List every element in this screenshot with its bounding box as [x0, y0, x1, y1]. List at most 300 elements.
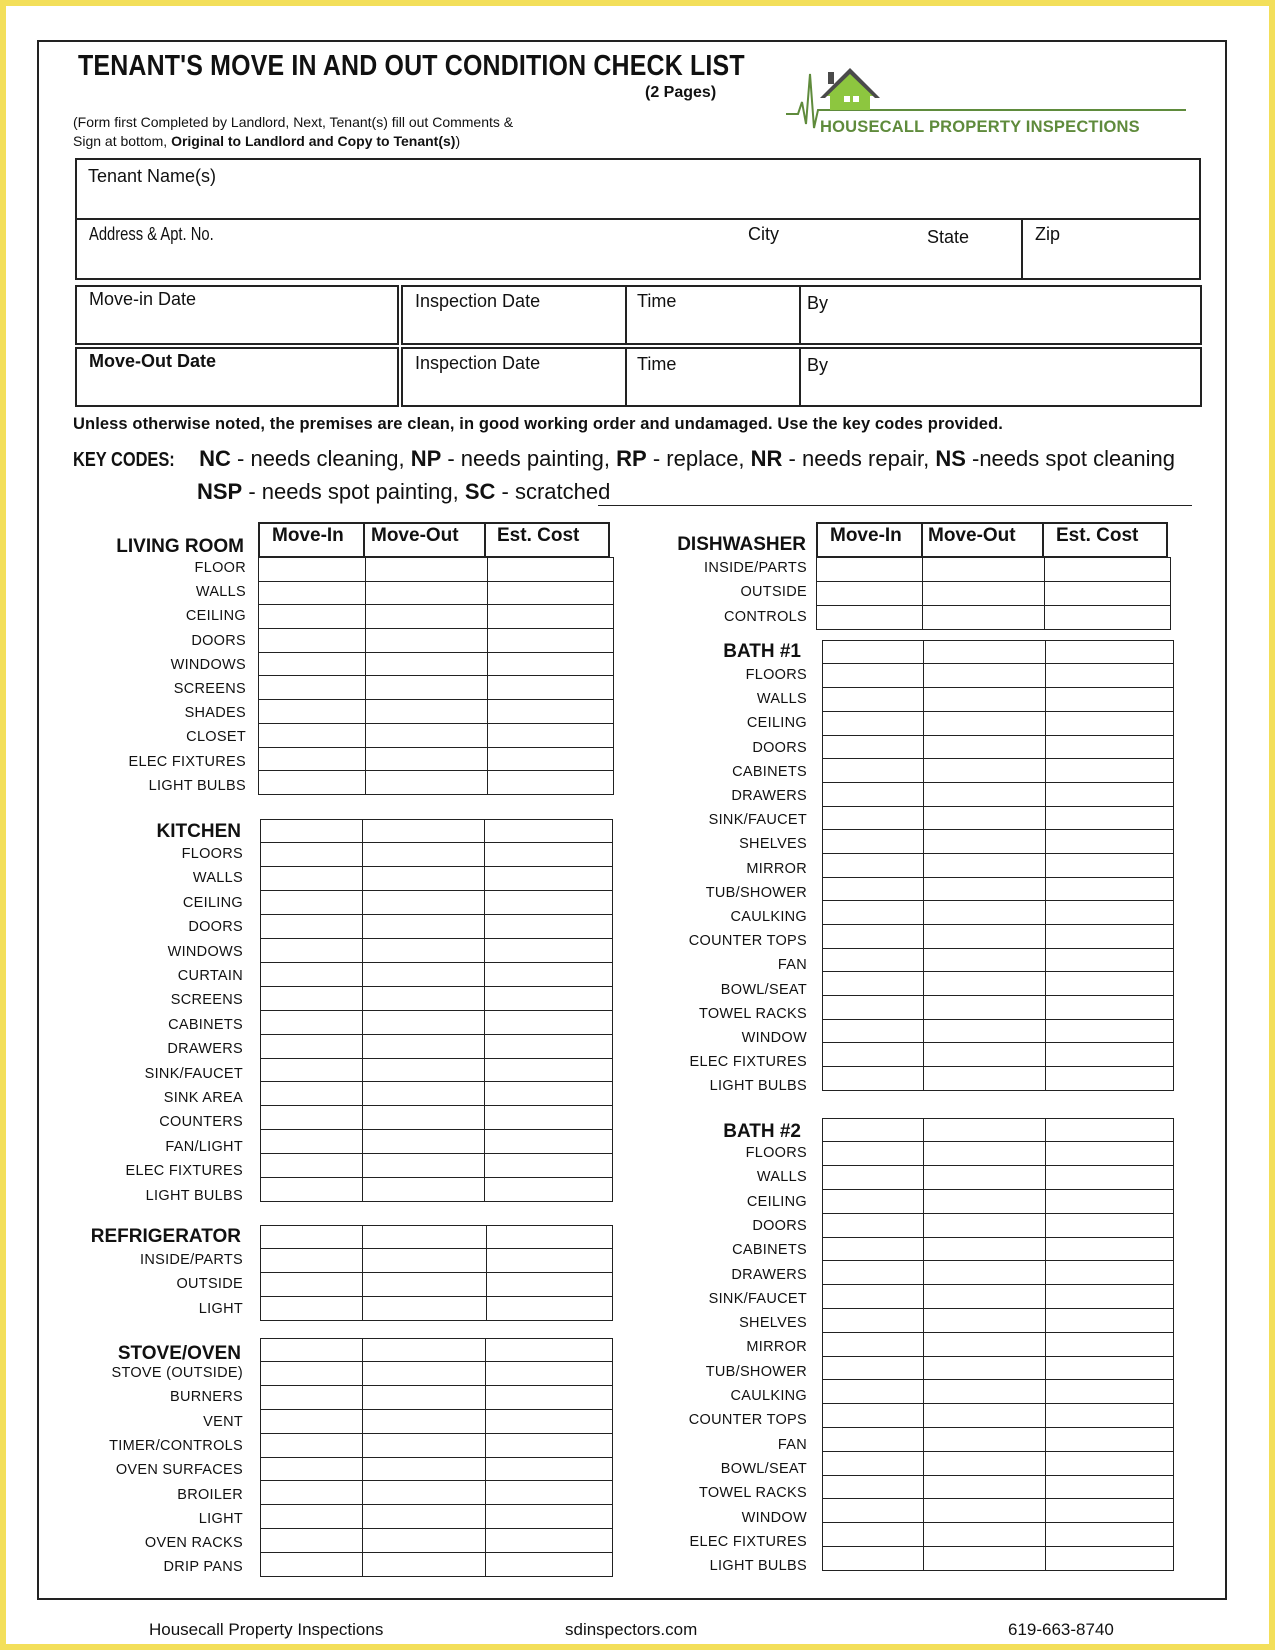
move-out-cell[interactable] — [924, 735, 1046, 759]
move-in-cell[interactable] — [823, 1475, 924, 1499]
move-out-cell[interactable] — [363, 1457, 486, 1481]
move-out-cell[interactable] — [924, 1285, 1046, 1309]
move-out-cell[interactable] — [924, 1043, 1046, 1067]
move-in-cell[interactable] — [259, 747, 366, 771]
est-cost-cell[interactable] — [487, 1297, 613, 1321]
move-in-cell[interactable] — [259, 581, 366, 605]
est-cost-cell[interactable] — [1046, 1285, 1174, 1309]
table-row — [823, 1404, 1174, 1428]
est-cost-cell[interactable] — [485, 1010, 613, 1034]
table-row — [261, 1273, 613, 1297]
checklist-item-label: FLOORS — [181, 846, 243, 862]
est-cost-cell[interactable] — [485, 1154, 613, 1178]
move-in-cell[interactable] — [261, 1529, 363, 1553]
address-label-text: Address & Apt. No. — [89, 224, 214, 244]
move-in-cell[interactable] — [261, 867, 363, 891]
move-out-cell[interactable] — [363, 1433, 486, 1457]
move-out-cell[interactable] — [363, 1552, 486, 1576]
est-cost-cell[interactable] — [488, 652, 614, 676]
checklist-item-label: FAN — [777, 957, 807, 974]
key-codes-blank-line — [598, 505, 1192, 506]
move-in-cell[interactable] — [261, 891, 363, 915]
move-in-cell[interactable] — [823, 1404, 924, 1428]
move-out-cell[interactable] — [924, 925, 1046, 949]
move-out-cell[interactable] — [924, 853, 1046, 877]
key-code-desc: - replace, — [646, 446, 751, 471]
move-in-cell[interactable] — [261, 1106, 363, 1130]
checklist-item-label: COUNTER TOPS — [688, 933, 807, 950]
move-in-cell[interactable] — [823, 901, 924, 925]
move-in-cell[interactable] — [261, 1481, 363, 1505]
move-in-cell[interactable] — [823, 759, 924, 783]
est-cost-cell[interactable] — [486, 1386, 613, 1410]
move-out-cell[interactable] — [363, 891, 485, 915]
move-out-cell[interactable] — [366, 747, 488, 771]
move-out-by-field[interactable] — [799, 347, 1202, 407]
move-out-cell[interactable] — [924, 782, 1046, 806]
move-in-cell[interactable] — [261, 1552, 363, 1576]
move-in-cell[interactable] — [823, 1428, 924, 1452]
est-cost-cell[interactable] — [1046, 1404, 1174, 1428]
est-cost-cell[interactable] — [1046, 877, 1174, 901]
est-cost-cell[interactable] — [1046, 1380, 1174, 1404]
move-in-cell[interactable] — [261, 1433, 363, 1457]
table-row — [261, 1034, 613, 1058]
est-cost-cell[interactable] — [488, 723, 614, 747]
move-out-cell[interactable] — [924, 1404, 1046, 1428]
checklist-item-label: VENT — [203, 1413, 243, 1430]
move-in-cell[interactable] — [823, 688, 924, 712]
est-cost-cell[interactable] — [1046, 1332, 1174, 1356]
move-out-cell[interactable] — [924, 1142, 1046, 1166]
checklist-item-label: ELEC FIXTURES — [125, 1163, 243, 1180]
est-cost-cell[interactable] — [485, 1177, 613, 1201]
est-cost-cell[interactable] — [1046, 853, 1174, 877]
checklist-item-label: LIGHT BULBS — [148, 777, 246, 794]
table-row — [259, 581, 614, 605]
move-out-cell[interactable] — [366, 700, 488, 724]
move-in-cell[interactable] — [261, 1338, 363, 1362]
est-cost-cell[interactable] — [486, 1433, 613, 1457]
move-in-cell[interactable] — [823, 1523, 924, 1547]
move-in-cell[interactable] — [817, 558, 923, 582]
move-out-cell[interactable] — [366, 558, 488, 582]
est-cost-cell[interactable] — [1046, 925, 1174, 949]
move-out-cell[interactable] — [363, 1106, 485, 1130]
est-cost-cell[interactable] — [1046, 759, 1174, 783]
est-cost-cell[interactable] — [485, 1106, 613, 1130]
checklist-item-label: LIGHT — [198, 1510, 243, 1527]
checklist-item-label: DOORS — [191, 632, 246, 649]
est-cost-cell[interactable] — [487, 1273, 613, 1297]
est-cost-cell[interactable] — [1046, 948, 1174, 972]
est-cost-cell[interactable] — [488, 581, 614, 605]
move-out-cell[interactable] — [924, 948, 1046, 972]
table-row — [261, 1058, 613, 1082]
move-out-cell[interactable] — [366, 723, 488, 747]
est-cost-cell[interactable] — [1046, 1261, 1174, 1285]
move-out-cell[interactable] — [363, 1225, 487, 1249]
move-out-cell[interactable] — [363, 867, 485, 891]
move-out-cell[interactable] — [366, 629, 488, 653]
est-cost-cell[interactable] — [488, 676, 614, 700]
est-cost-cell[interactable] — [1045, 605, 1171, 629]
est-cost-cell[interactable] — [1046, 1451, 1174, 1475]
move-in-cell[interactable] — [823, 1356, 924, 1380]
table-row — [823, 806, 1174, 830]
est-cost-cell[interactable] — [1046, 1166, 1174, 1190]
est-cost-cell[interactable] — [1046, 1067, 1174, 1091]
table-row — [261, 1082, 613, 1106]
est-cost-cell[interactable] — [1046, 972, 1174, 996]
move-in-cell[interactable] — [823, 1547, 924, 1571]
est-cost-cell[interactable] — [1046, 1043, 1174, 1067]
move-in-cell[interactable] — [261, 1505, 363, 1529]
move-in-cell[interactable] — [261, 843, 363, 867]
table-row — [261, 1297, 613, 1321]
est-cost-cell[interactable] — [487, 1249, 613, 1273]
est-cost-cell[interactable] — [1046, 1142, 1174, 1166]
move-out-cell[interactable] — [366, 771, 488, 795]
move-in-cell[interactable] — [823, 996, 924, 1020]
move-out-cell[interactable] — [366, 676, 488, 700]
move-out-cell[interactable] — [924, 1019, 1046, 1043]
move-in-cell[interactable] — [823, 972, 924, 996]
move-in-cell[interactable] — [823, 853, 924, 877]
est-cost-cell[interactable] — [1046, 830, 1174, 854]
move-in-cell[interactable] — [823, 1067, 924, 1091]
est-cost-cell[interactable] — [488, 558, 614, 582]
move-out-cell[interactable] — [924, 1499, 1046, 1523]
move-out-cell[interactable] — [363, 1130, 485, 1154]
move-out-cell[interactable] — [363, 1273, 487, 1297]
move-out-cell[interactable] — [923, 581, 1045, 605]
move-out-cell[interactable] — [924, 1309, 1046, 1333]
est-cost-cell[interactable] — [486, 1552, 613, 1576]
key-code: NSP — [197, 479, 243, 504]
checklist-item-label: LIGHT — [198, 1300, 243, 1317]
est-cost-cell[interactable] — [485, 962, 613, 986]
checklist-grid-bath1 — [822, 640, 1174, 1091]
move-out-cell[interactable] — [363, 1529, 486, 1553]
move-out-cell[interactable] — [924, 806, 1046, 830]
checklist-item-label: LIGHT BULBS — [709, 1558, 807, 1575]
move-out-cell[interactable] — [924, 901, 1046, 925]
move-in-cell[interactable] — [823, 1166, 924, 1190]
move-in-cell[interactable] — [823, 1332, 924, 1356]
table-row — [259, 747, 614, 771]
move-in-cell[interactable] — [817, 605, 923, 629]
move-in-cell[interactable] — [261, 1273, 363, 1297]
move-in-cell[interactable] — [823, 1309, 924, 1333]
est-cost-cell[interactable] — [488, 771, 614, 795]
move-out-cell[interactable] — [923, 605, 1045, 629]
move-out-cell[interactable] — [363, 915, 485, 939]
move-in-by-field[interactable] — [799, 285, 1202, 345]
move-out-cell[interactable] — [363, 1386, 486, 1410]
move-in-cell[interactable] — [261, 1177, 363, 1201]
move-in-cell[interactable] — [823, 711, 924, 735]
key-code-desc: - needs cleaning, — [230, 446, 411, 471]
est-cost-cell[interactable] — [486, 1505, 613, 1529]
move-out-cell[interactable] — [363, 819, 485, 843]
est-cost-cell[interactable] — [1046, 1547, 1174, 1571]
move-out-cell[interactable] — [924, 1332, 1046, 1356]
checklist-item-label: INSIDE/PARTS — [704, 560, 807, 576]
table-row — [261, 1481, 613, 1505]
est-cost-cell[interactable] — [485, 1082, 613, 1106]
move-out-cell[interactable] — [366, 652, 488, 676]
move-in-cell[interactable] — [261, 819, 363, 843]
move-in-cell[interactable] — [823, 735, 924, 759]
instructions-line-1: (Form first Completed by Landlord, Next, Tenant(s) fill out Comments & — [73, 114, 514, 130]
move-out-cell[interactable] — [924, 1067, 1046, 1091]
est-cost-cell[interactable] — [1046, 1356, 1174, 1380]
instructions-close: ) — [455, 133, 461, 149]
est-cost-cell[interactable] — [1045, 558, 1171, 582]
move-in-cell[interactable] — [261, 1362, 363, 1386]
move-out-cell[interactable] — [924, 1356, 1046, 1380]
move-in-cell[interactable] — [259, 605, 366, 629]
move-out-cell[interactable] — [363, 1249, 487, 1273]
checklist-item-label: FAN/LIGHT — [165, 1138, 243, 1155]
est-cost-cell[interactable] — [1046, 1523, 1174, 1547]
move-out-cell[interactable] — [363, 986, 485, 1010]
table-row — [261, 819, 613, 843]
est-cost-cell[interactable] — [488, 605, 614, 629]
table-row — [261, 1106, 613, 1130]
est-cost-cell[interactable] — [485, 867, 613, 891]
est-cost-cell[interactable] — [488, 629, 614, 653]
move-in-cell[interactable] — [823, 782, 924, 806]
move-out-cell[interactable] — [363, 1410, 486, 1434]
move-out-cell[interactable] — [924, 972, 1046, 996]
move-in-cell[interactable] — [823, 1451, 924, 1475]
est-cost-cell[interactable] — [485, 915, 613, 939]
est-cost-cell[interactable] — [1046, 1118, 1174, 1142]
move-in-cell[interactable] — [823, 1380, 924, 1404]
table-row — [261, 1177, 613, 1201]
est-cost-cell[interactable] — [1045, 581, 1171, 605]
est-cost-cell[interactable] — [1046, 1428, 1174, 1452]
est-cost-cell[interactable] — [1046, 664, 1174, 688]
move-out-cell[interactable] — [924, 1237, 1046, 1261]
est-cost-cell[interactable] — [485, 1034, 613, 1058]
move-out-cell[interactable] — [363, 1177, 485, 1201]
move-out-cell[interactable] — [363, 1362, 486, 1386]
checklist-item-label: CABINETS — [168, 1016, 243, 1033]
est-cost-cell[interactable] — [1046, 640, 1174, 664]
move-out-cell[interactable] — [924, 711, 1046, 735]
move-out-cell[interactable] — [924, 1428, 1046, 1452]
est-cost-cell[interactable] — [485, 1130, 613, 1154]
est-cost-cell[interactable] — [1046, 782, 1174, 806]
checklist-item-label: OVEN RACKS — [144, 1535, 243, 1552]
move-out-cell[interactable] — [924, 759, 1046, 783]
checklist-item-label: SINK/FAUCET — [144, 1065, 243, 1082]
est-cost-cell[interactable] — [1046, 1213, 1174, 1237]
key-code-desc: - scratched — [495, 479, 611, 504]
move-out-cell[interactable] — [363, 1034, 485, 1058]
move-in-cell[interactable] — [823, 1019, 924, 1043]
est-cost-cell[interactable] — [1046, 1019, 1174, 1043]
est-cost-cell[interactable] — [1046, 996, 1174, 1020]
est-cost-cell[interactable] — [485, 1058, 613, 1082]
move-in-cell[interactable] — [823, 664, 924, 688]
checklist-item-label: CAULKING — [730, 909, 807, 925]
move-in-cell[interactable] — [823, 1285, 924, 1309]
move-out-cell[interactable] — [363, 1010, 485, 1034]
move-in-cell[interactable] — [261, 1249, 363, 1273]
est-cost-cell[interactable] — [486, 1481, 613, 1505]
table-row — [823, 1475, 1174, 1499]
move-in-cell[interactable] — [261, 1225, 363, 1249]
move-in-cell[interactable] — [261, 1297, 363, 1321]
col-move-in-right: Move-In — [830, 525, 902, 546]
move-out-cell[interactable] — [923, 558, 1045, 582]
move-in-cell[interactable] — [261, 1386, 363, 1410]
move-in-cell[interactable] — [261, 1154, 363, 1178]
est-cost-cell[interactable] — [486, 1457, 613, 1481]
table-row — [823, 1523, 1174, 1547]
move-in-cell[interactable] — [261, 1410, 363, 1434]
move-in-cell[interactable] — [261, 939, 363, 963]
est-cost-cell[interactable] — [486, 1410, 613, 1434]
move-out-cell[interactable] — [924, 1213, 1046, 1237]
move-out-cell[interactable] — [363, 843, 485, 867]
est-cost-cell[interactable] — [1046, 711, 1174, 735]
est-cost-cell[interactable] — [1046, 1475, 1174, 1499]
est-cost-cell[interactable] — [488, 747, 614, 771]
move-out-cell[interactable] — [363, 939, 485, 963]
checklist-item-label: DOORS — [752, 739, 807, 756]
move-out-cell[interactable] — [924, 877, 1046, 901]
est-cost-cell[interactable] — [1046, 806, 1174, 830]
est-cost-cell[interactable] — [485, 986, 613, 1010]
table-row — [823, 759, 1174, 783]
move-out-cell[interactable] — [924, 1451, 1046, 1475]
est-cost-cell[interactable] — [486, 1338, 613, 1362]
checklist-item-label: CEILING — [185, 608, 246, 625]
move-out-cell[interactable] — [366, 605, 488, 629]
est-cost-cell[interactable] — [1046, 1309, 1174, 1333]
move-out-cell[interactable] — [924, 1475, 1046, 1499]
table-row — [823, 830, 1174, 854]
move-in-cell[interactable] — [823, 1499, 924, 1523]
move-in-cell[interactable] — [823, 1142, 924, 1166]
move-out-cell[interactable] — [363, 1082, 485, 1106]
move-in-cell[interactable] — [817, 581, 923, 605]
est-cost-cell[interactable] — [485, 843, 613, 867]
section-title-refrigerator: REFRIGERATOR — [90, 1226, 241, 1247]
move-in-cell[interactable] — [261, 1457, 363, 1481]
est-cost-cell[interactable] — [1046, 735, 1174, 759]
move-out-cell[interactable] — [924, 1190, 1046, 1214]
move-out-cell[interactable] — [363, 1481, 486, 1505]
move-in-cell[interactable] — [259, 676, 366, 700]
est-cost-cell[interactable] — [1046, 901, 1174, 925]
move-out-cell[interactable] — [363, 1338, 486, 1362]
move-out-cell[interactable] — [924, 1380, 1046, 1404]
move-out-cell[interactable] — [924, 1166, 1046, 1190]
move-in-cell[interactable] — [823, 1213, 924, 1237]
move-out-cell[interactable] — [363, 1297, 487, 1321]
move-out-cell[interactable] — [924, 1261, 1046, 1285]
move-in-cell[interactable] — [823, 830, 924, 854]
move-in-cell[interactable] — [823, 1261, 924, 1285]
checklist-grid-kitchen — [260, 819, 613, 1202]
move-in-cell[interactable] — [259, 558, 366, 582]
move-out-cell[interactable] — [924, 688, 1046, 712]
move-in-cell[interactable] — [259, 771, 366, 795]
table-row — [823, 877, 1174, 901]
move-in-cell[interactable] — [261, 962, 363, 986]
est-cost-cell[interactable] — [1046, 1237, 1174, 1261]
est-cost-cell[interactable] — [1046, 1499, 1174, 1523]
move-in-cell[interactable] — [823, 1190, 924, 1214]
key-code: SC — [464, 479, 496, 504]
move-in-cell[interactable] — [261, 1130, 363, 1154]
move-in-cell[interactable] — [261, 1082, 363, 1106]
est-cost-cell[interactable] — [485, 939, 613, 963]
move-out-cell[interactable] — [363, 1505, 486, 1529]
move-out-cell[interactable] — [363, 1154, 485, 1178]
move-in-cell[interactable] — [823, 877, 924, 901]
est-cost-cell[interactable] — [485, 891, 613, 915]
move-in-cell[interactable] — [261, 986, 363, 1010]
move-in-cell[interactable] — [259, 652, 366, 676]
move-in-cell[interactable] — [823, 1118, 924, 1142]
checklist-item-label: CLOSET — [186, 729, 246, 746]
move-in-cell[interactable] — [823, 948, 924, 972]
footer-phone: 619-663-8740 — [1008, 1620, 1114, 1639]
move-in-cell[interactable] — [823, 1237, 924, 1261]
est-cost-cell[interactable] — [485, 819, 613, 843]
move-in-cell[interactable] — [823, 925, 924, 949]
move-in-cell[interactable] — [261, 1034, 363, 1058]
move-in-cell[interactable] — [261, 915, 363, 939]
move-in-cell[interactable] — [823, 1043, 924, 1067]
move-out-cell[interactable] — [924, 1523, 1046, 1547]
move-in-cell[interactable] — [261, 1010, 363, 1034]
est-cost-cell[interactable] — [488, 700, 614, 724]
move-out-cell[interactable] — [924, 640, 1046, 664]
move-in-cell[interactable] — [259, 629, 366, 653]
est-cost-cell[interactable] — [486, 1529, 613, 1553]
move-out-cell[interactable] — [924, 830, 1046, 854]
move-out-cell[interactable] — [363, 962, 485, 986]
est-cost-cell[interactable] — [487, 1225, 613, 1249]
move-in-cell[interactable] — [823, 806, 924, 830]
move-out-cell[interactable] — [924, 996, 1046, 1020]
move-out-cell[interactable] — [924, 664, 1046, 688]
move-out-cell[interactable] — [363, 1058, 485, 1082]
est-cost-cell[interactable] — [486, 1362, 613, 1386]
checklist-item-label: DRAWERS — [731, 788, 807, 804]
move-out-cell[interactable] — [924, 1118, 1046, 1142]
est-cost-cell[interactable] — [1046, 688, 1174, 712]
move-in-cell[interactable] — [823, 640, 924, 664]
move-in-cell[interactable] — [259, 723, 366, 747]
move-in-cell[interactable] — [261, 1058, 363, 1082]
move-out-cell[interactable] — [924, 1547, 1046, 1571]
move-in-cell[interactable] — [259, 700, 366, 724]
tenant-name-field[interactable] — [75, 158, 1201, 220]
move-out-cell[interactable] — [366, 581, 488, 605]
table-row — [261, 1410, 613, 1434]
est-cost-cell[interactable] — [1046, 1190, 1174, 1214]
key-code: NP — [410, 446, 442, 471]
